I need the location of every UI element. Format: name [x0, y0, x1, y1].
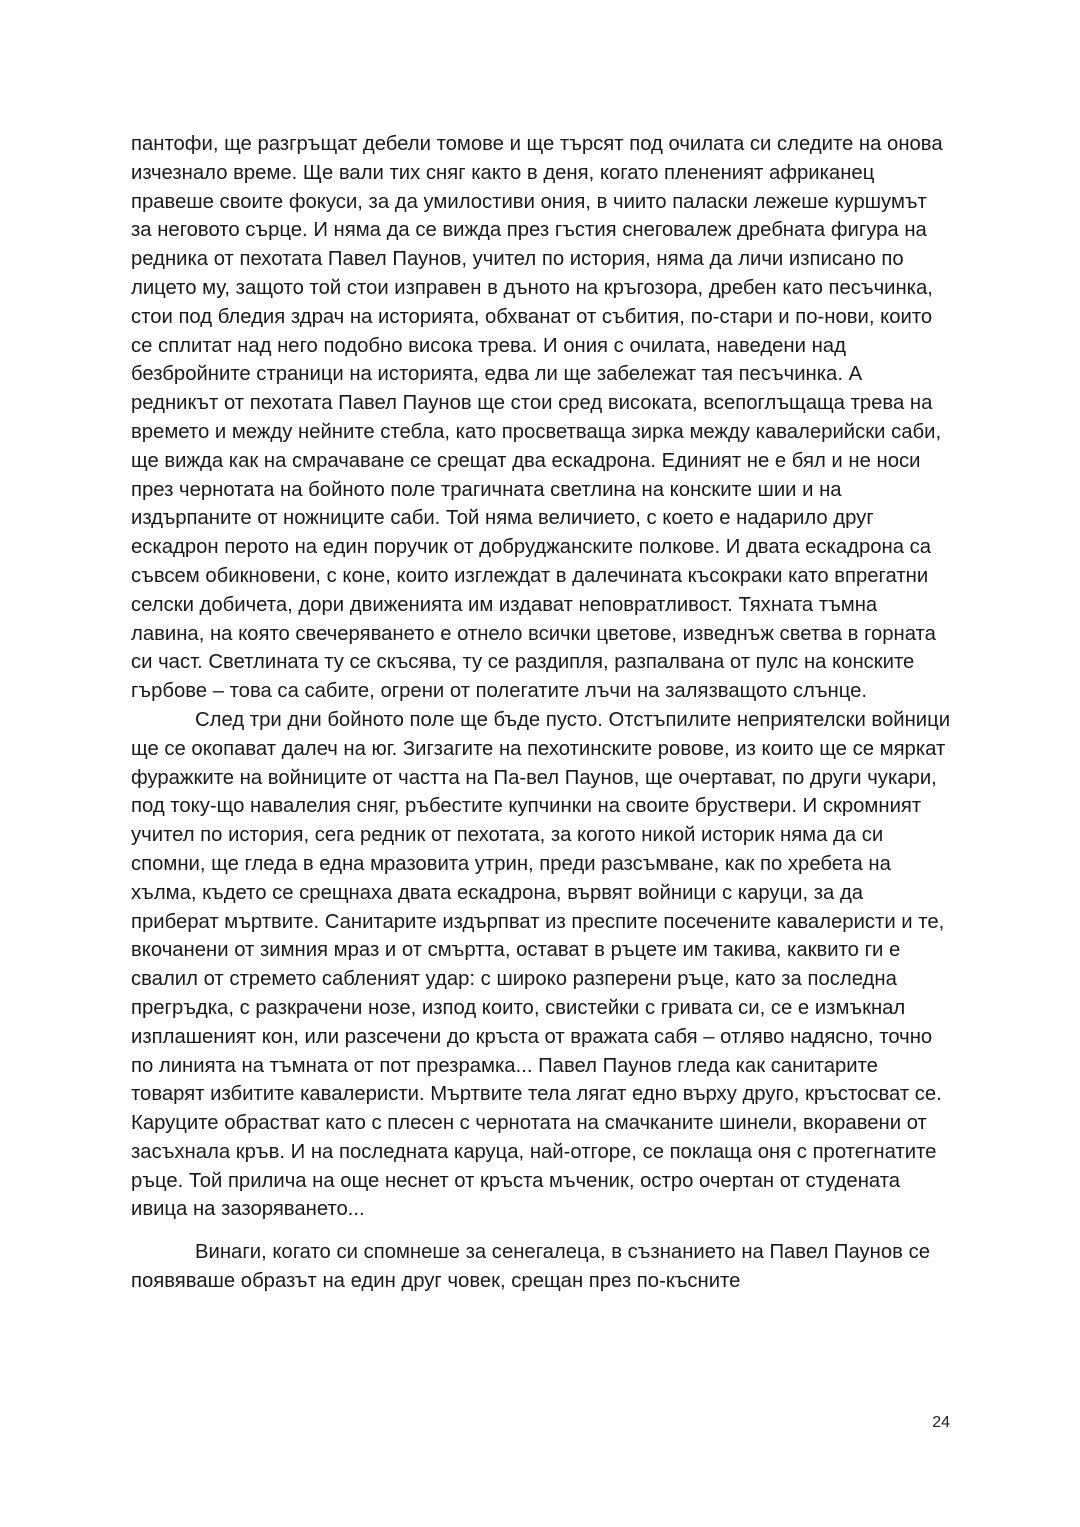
page-number: 24 — [932, 1414, 950, 1431]
paragraph: Винаги, когато си спомнеше за сенегалеца, в съзнанието на Павел Паунов се появяваше образът на един друг човек, срещан през по-късните — [131, 1241, 930, 1293]
page-body — [131, 130, 953, 1296]
paragraph: пантофи, ще разгръщат дебели томове и ще търсят под очилата си следите на онова изчезнало време. Ще вали тих сняг както в деня, когато плененият африканец правеше своите фокуси, за да умилостиви ония, в чиито паласки лежеше куршумът за неговото сърце. И няма да се вижда през гъстия снеговалеж дребната фигура на редника от пехотата Павел Паунов, учител по история, няма да личи изписано по лицето му, защото той стои изправен в дъното на кръгозора, дребен като песъчинка, стои под бледия здрач на историята, обхванат от събития, по-стари и по-нови, които се сплитат над него подобно висока трева. И ония с очилата, наведени над безбройните страници на историята, едва ли ще забележат тая песъчинка. А редникът от пехотата Павел Паунов ще стои сред високата, всепоглъщаща трева на времето и между нейните стебла, като просветваща зирка между кавалерийски саби, ще вижда как на смрачаване се срещат два ескадрона. Единият не е бял и не носи през чернотата на бойното поле трагичната светлина на конските шии и на издърпаните от ножниците саби. Той няма величието, с което е надарило друг ескадрон перото на един поручик от добруджанските полкове. И двата ескадрона са съвсем обикновени, с коне, които изглеждат в далечината късокраки като впрегатни селски добичета, дори движенията им издават неповратливост. Тяхната тъмна лавина, на която свечеряването е отнело всички цветове, изведнъж светва в горната си част. Светлината ту се скъсява, ту се раздипля, разпалвана от пулс на конските гърбове – това са сабите, огрени от полегатите лъчи на залязващото слънце. — [131, 133, 943, 703]
paragraph: След три дни бойното поле ще бъде пусто. Отстъпилите неприятелски войници ще се окопават далеч на юг. Зигзагите на пехотинските ровове, из които ще се мяркат фуражките на войниците от частта на Па-вел Паунов, ще очертават, по други чукари, под току-що навалелия сняг, ръбестите купчинки на своите бруствери. И скромният учител по история, сега редник от пехотата, за когото никой историк няма да си спомни, ще гледа в една мразовита утрин, преди разсъмване, как по хребета на хълма, където се срещнаха двата ескадрона, вървят войници с каруци, за да приберат мъртвите. Санитарите издърпват из преспите посечените кавалеристи и те, вкочанени от зимния мраз и от смъртта, остават в ръцете им такива, каквито ги е свалил от стремето сабленият удар: с широко разперени ръце, като за последна прегръдка, с разкрачени нозе, изпод които, свистейки с гривата си, се е измъкнал изплашеният кон, или разсечени до кръста от вражата сабя – отляво надясно, точно по линията на тъмната от пот презрамка... Павел Паунов гледа как санитарите товарят избитите кавалеристи. Мъртвите тела лягат едно върху друго, кръстосват се. Каруците обрастват като с плесен с чернотата на смачканите шинели, вкоравени от засъхнала кръв. И на последната каруца, най-отгоре, се поклаща оня с протегнатите ръце. Той прилича на още неснет от кръста мъченик, остро очертан от студената ивица на зазоряването... — [131, 708, 951, 1221]
